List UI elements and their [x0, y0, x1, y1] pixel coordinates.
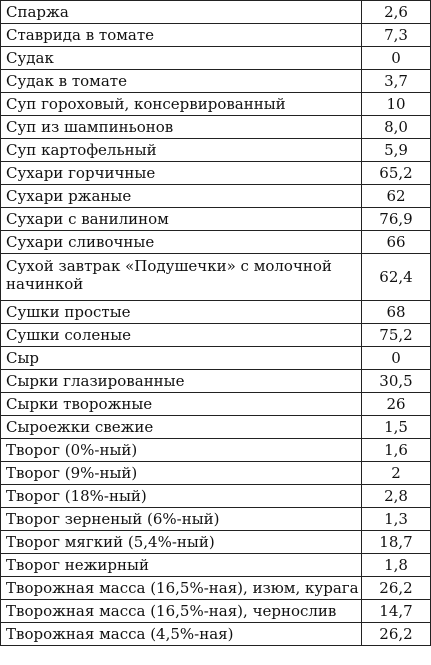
value-cell: 1,6	[362, 439, 431, 462]
table-row	[1, 485, 431, 508]
table-row	[1, 70, 431, 93]
product-name-cell: Сырки творожные	[1, 393, 362, 416]
value-cell: 75,2	[362, 324, 431, 347]
table-row	[1, 393, 431, 416]
table-row	[1, 185, 431, 208]
product-name-cell: Сухари горчичные	[1, 162, 362, 185]
product-name-cell: Творожная масса (16,5%-ная), изюм, курага	[1, 577, 362, 600]
product-name-cell: Судак в томате	[1, 70, 362, 93]
product-name-cell: Творожная масса (16,5%-ная), чернослив	[1, 600, 362, 623]
table-row	[1, 116, 431, 139]
table-row	[1, 577, 431, 600]
table-row	[1, 508, 431, 531]
table-row	[1, 600, 431, 623]
value-cell: 0	[362, 347, 431, 370]
value-cell: 62	[362, 185, 431, 208]
product-name-cell: Творог нежирный	[1, 554, 362, 577]
product-name-cell: Сыроежки свежие	[1, 416, 362, 439]
value-cell: 5,9	[362, 139, 431, 162]
value-cell: 76,9	[362, 208, 431, 231]
product-name-cell: Сухари сливочные	[1, 231, 362, 254]
value-cell: 1,5	[362, 416, 431, 439]
product-name-cell: Суп гороховый, консервированный	[1, 93, 362, 116]
value-cell: 62,4	[362, 254, 431, 301]
product-name-cell: Творог (9%-ный)	[1, 462, 362, 485]
table-row	[1, 416, 431, 439]
value-cell: 18,7	[362, 531, 431, 554]
table-row	[1, 462, 431, 485]
value-cell: 3,7	[362, 70, 431, 93]
table-row	[1, 1, 431, 24]
table-row	[1, 162, 431, 185]
product-name-cell: Спаржа	[1, 1, 362, 24]
table-row	[1, 347, 431, 370]
product-name-cell: Сырки глазированные	[1, 370, 362, 393]
value-cell: 26	[362, 393, 431, 416]
table-row	[1, 208, 431, 231]
value-cell: 1,8	[362, 554, 431, 577]
table-row	[1, 231, 431, 254]
value-cell: 26,2	[362, 577, 431, 600]
table-row	[1, 439, 431, 462]
table-body	[1, 1, 431, 646]
product-name-cell: Творог (0%-ный)	[1, 439, 362, 462]
value-cell: 2,8	[362, 485, 431, 508]
table-row	[1, 623, 431, 646]
table-row	[1, 254, 431, 301]
value-cell: 2	[362, 462, 431, 485]
value-cell: 10	[362, 93, 431, 116]
product-name-cell: Сухой завтрак «Подушечки» с молочной начинкой	[1, 254, 362, 301]
value-cell: 66	[362, 231, 431, 254]
value-cell: 1,3	[362, 508, 431, 531]
product-name-cell: Суп картофельный	[1, 139, 362, 162]
value-cell: 0	[362, 47, 431, 70]
value-cell: 68	[362, 301, 431, 324]
product-name-cell: Творог зерненый (6%-ный)	[1, 508, 362, 531]
table-row	[1, 139, 431, 162]
product-name-cell: Сыр	[1, 347, 362, 370]
table-row	[1, 531, 431, 554]
table-row	[1, 24, 431, 47]
table-row	[1, 93, 431, 116]
table-row	[1, 47, 431, 70]
product-name-cell: Сушки простые	[1, 301, 362, 324]
table-row	[1, 301, 431, 324]
value-cell: 7,3	[362, 24, 431, 47]
product-name-cell: Сушки соленые	[1, 324, 362, 347]
product-name-cell: Сухари с ванилином	[1, 208, 362, 231]
product-name-cell: Сухари ржаные	[1, 185, 362, 208]
product-name-cell: Творожная масса (4,5%-ная)	[1, 623, 362, 646]
table-row	[1, 370, 431, 393]
product-name-cell: Судак	[1, 47, 362, 70]
value-cell: 2,6	[362, 1, 431, 24]
value-cell: 8,0	[362, 116, 431, 139]
value-cell: 30,5	[362, 370, 431, 393]
product-name-cell: Ставрида в томате	[1, 24, 362, 47]
value-cell: 26,2	[362, 623, 431, 646]
product-name-cell: Творог мягкий (5,4%-ный)	[1, 531, 362, 554]
table-row	[1, 554, 431, 577]
value-cell: 14,7	[362, 600, 431, 623]
product-name-cell: Творог (18%-ный)	[1, 485, 362, 508]
table-row	[1, 324, 431, 347]
product-name-cell: Суп из шампиньонов	[1, 116, 362, 139]
value-cell: 65,2	[362, 162, 431, 185]
